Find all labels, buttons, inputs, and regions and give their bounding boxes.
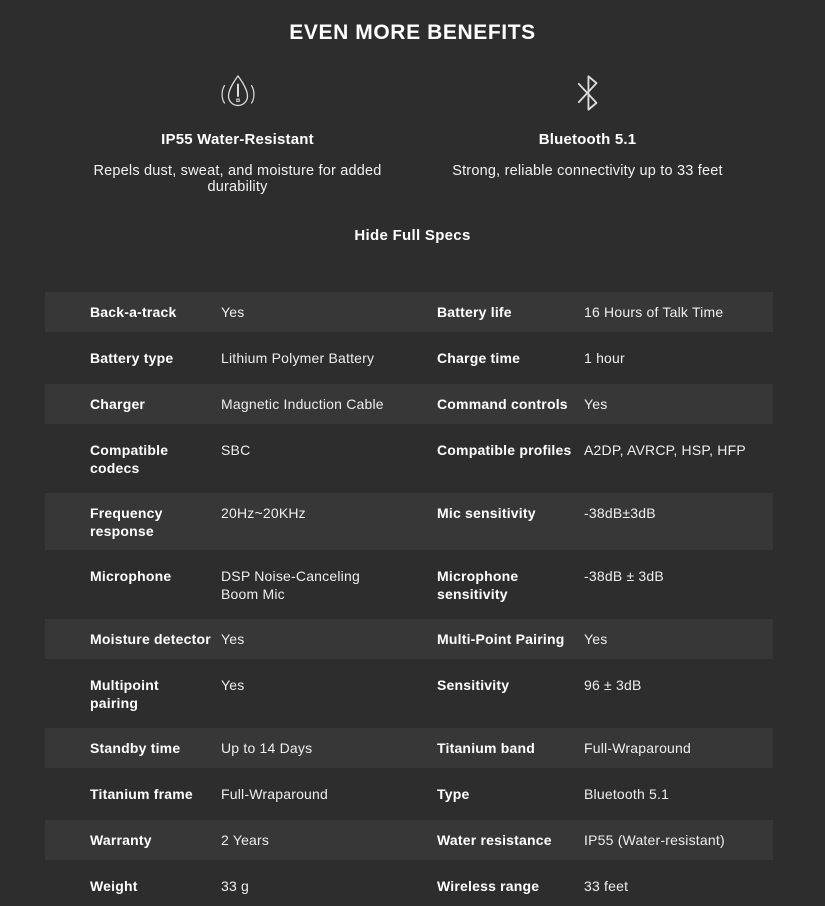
spec-pair	[45, 303, 409, 321]
spec-value: Full-Wraparound	[221, 786, 329, 803]
spec-value: SBC	[221, 442, 251, 459]
spec-pair	[409, 504, 773, 522]
spec-label: Compatible codecs	[90, 442, 169, 477]
benefit-name: IP55 Water-Resistant	[161, 131, 314, 149]
spec-value: 20Hz~20KHz	[221, 505, 306, 522]
spec-value: DSP Noise-Canceling Boom Mic	[221, 568, 360, 603]
spec-value: 1 hour	[584, 350, 625, 367]
spec-pair	[409, 785, 773, 803]
spec-label: Multi-Point Pairing	[437, 631, 565, 648]
spec-label: Warranty	[90, 832, 152, 849]
benefit-water-resistant	[63, 69, 413, 195]
spec-pair	[45, 567, 409, 603]
spec-row	[45, 493, 773, 550]
spec-value: 96 ± 3dB	[584, 677, 642, 694]
spec-pair	[45, 739, 409, 757]
spec-row	[45, 665, 773, 722]
spec-row	[45, 619, 773, 659]
spec-pair	[409, 676, 773, 694]
spec-value: -38dB ± 3dB	[584, 568, 664, 585]
spec-value: Yes	[221, 677, 245, 694]
spec-label: Titanium band	[437, 740, 536, 757]
spec-value: Up to 14 Days	[221, 740, 313, 757]
spec-pair	[409, 567, 773, 603]
spec-label: Moisture detector	[90, 631, 211, 648]
spec-label: Charge time	[437, 350, 521, 367]
spec-label: Multipoint pairing	[90, 677, 159, 712]
benefits-section	[63, 69, 763, 195]
spec-label: Water resistance	[437, 832, 552, 849]
spec-row	[45, 430, 773, 487]
spec-pair	[409, 739, 773, 757]
spec-value: 33 g	[221, 878, 250, 895]
specs-table	[45, 292, 773, 906]
water-drop-icon	[214, 69, 262, 117]
spec-value: Bluetooth 5.1	[584, 786, 670, 803]
spec-value: -38dB±3dB	[584, 505, 656, 522]
benefit-bluetooth	[413, 69, 763, 195]
spec-pair	[409, 877, 773, 895]
spec-label: Microphone	[90, 568, 172, 585]
spec-pair	[409, 303, 773, 321]
spec-pair	[45, 877, 409, 895]
benefit-description: Strong, reliable connectivity up to 33 feet	[452, 163, 723, 180]
spec-value: Yes	[584, 631, 608, 648]
spec-row	[45, 820, 773, 860]
spec-value: A2DP, AVRCP, HSP, HFP	[584, 442, 746, 459]
spec-value: Full-Wraparound	[584, 740, 692, 757]
spec-value: 16 Hours of Talk Time	[584, 304, 724, 321]
spec-pair	[45, 630, 409, 648]
spec-pair	[409, 441, 773, 459]
spec-row	[45, 556, 773, 613]
spec-label: Standby time	[90, 740, 181, 757]
spec-value: Yes	[221, 304, 245, 321]
spec-value: Magnetic Induction Cable	[221, 396, 384, 413]
spec-value: Lithium Polymer Battery	[221, 350, 375, 367]
spec-pair	[409, 349, 773, 367]
spec-value: 33 feet	[584, 878, 629, 895]
spec-value: IP55 (Water-resistant)	[584, 832, 725, 849]
page-title: EVEN MORE BENEFITS	[289, 21, 536, 45]
spec-label: Mic sensitivity	[437, 505, 536, 522]
spec-label: Frequency response	[90, 505, 163, 540]
spec-pair	[45, 349, 409, 367]
spec-pair	[409, 630, 773, 648]
hide-full-specs-button[interactable]: Hide Full Specs	[348, 226, 476, 245]
spec-pair	[45, 395, 409, 413]
spec-row	[45, 384, 773, 424]
spec-pair	[409, 395, 773, 413]
spec-label: Sensitivity	[437, 677, 510, 694]
spec-row	[45, 292, 773, 332]
spec-row	[45, 338, 773, 378]
spec-label: Wireless range	[437, 878, 540, 895]
spec-pair	[409, 831, 773, 849]
spec-label: Battery life	[437, 304, 512, 321]
spec-pair	[45, 785, 409, 803]
spec-value: Yes	[221, 631, 245, 648]
spec-pair	[45, 676, 409, 712]
benefit-description: Repels dust, sweat, and moisture for added durability	[93, 163, 382, 196]
spec-label: Charger	[90, 396, 146, 413]
spec-pair	[45, 441, 409, 477]
spec-row	[45, 774, 773, 814]
spec-label: Weight	[90, 878, 138, 895]
spec-value: 2 Years	[221, 832, 270, 849]
spec-label: Type	[437, 786, 470, 803]
benefit-name: Bluetooth 5.1	[538, 131, 637, 149]
spec-row	[45, 728, 773, 768]
spec-value: Yes	[584, 396, 608, 413]
spec-label: Back-a-track	[90, 304, 177, 321]
spec-label: Microphone sensitivity	[437, 568, 519, 603]
bluetooth-icon	[571, 69, 605, 117]
spec-label: Battery type	[90, 350, 174, 367]
spec-label: Compatible profiles	[437, 442, 572, 459]
spec-label: Command controls	[437, 396, 568, 413]
spec-pair	[45, 504, 409, 540]
spec-label: Titanium frame	[90, 786, 193, 803]
spec-pair	[45, 831, 409, 849]
spec-row	[45, 866, 773, 906]
